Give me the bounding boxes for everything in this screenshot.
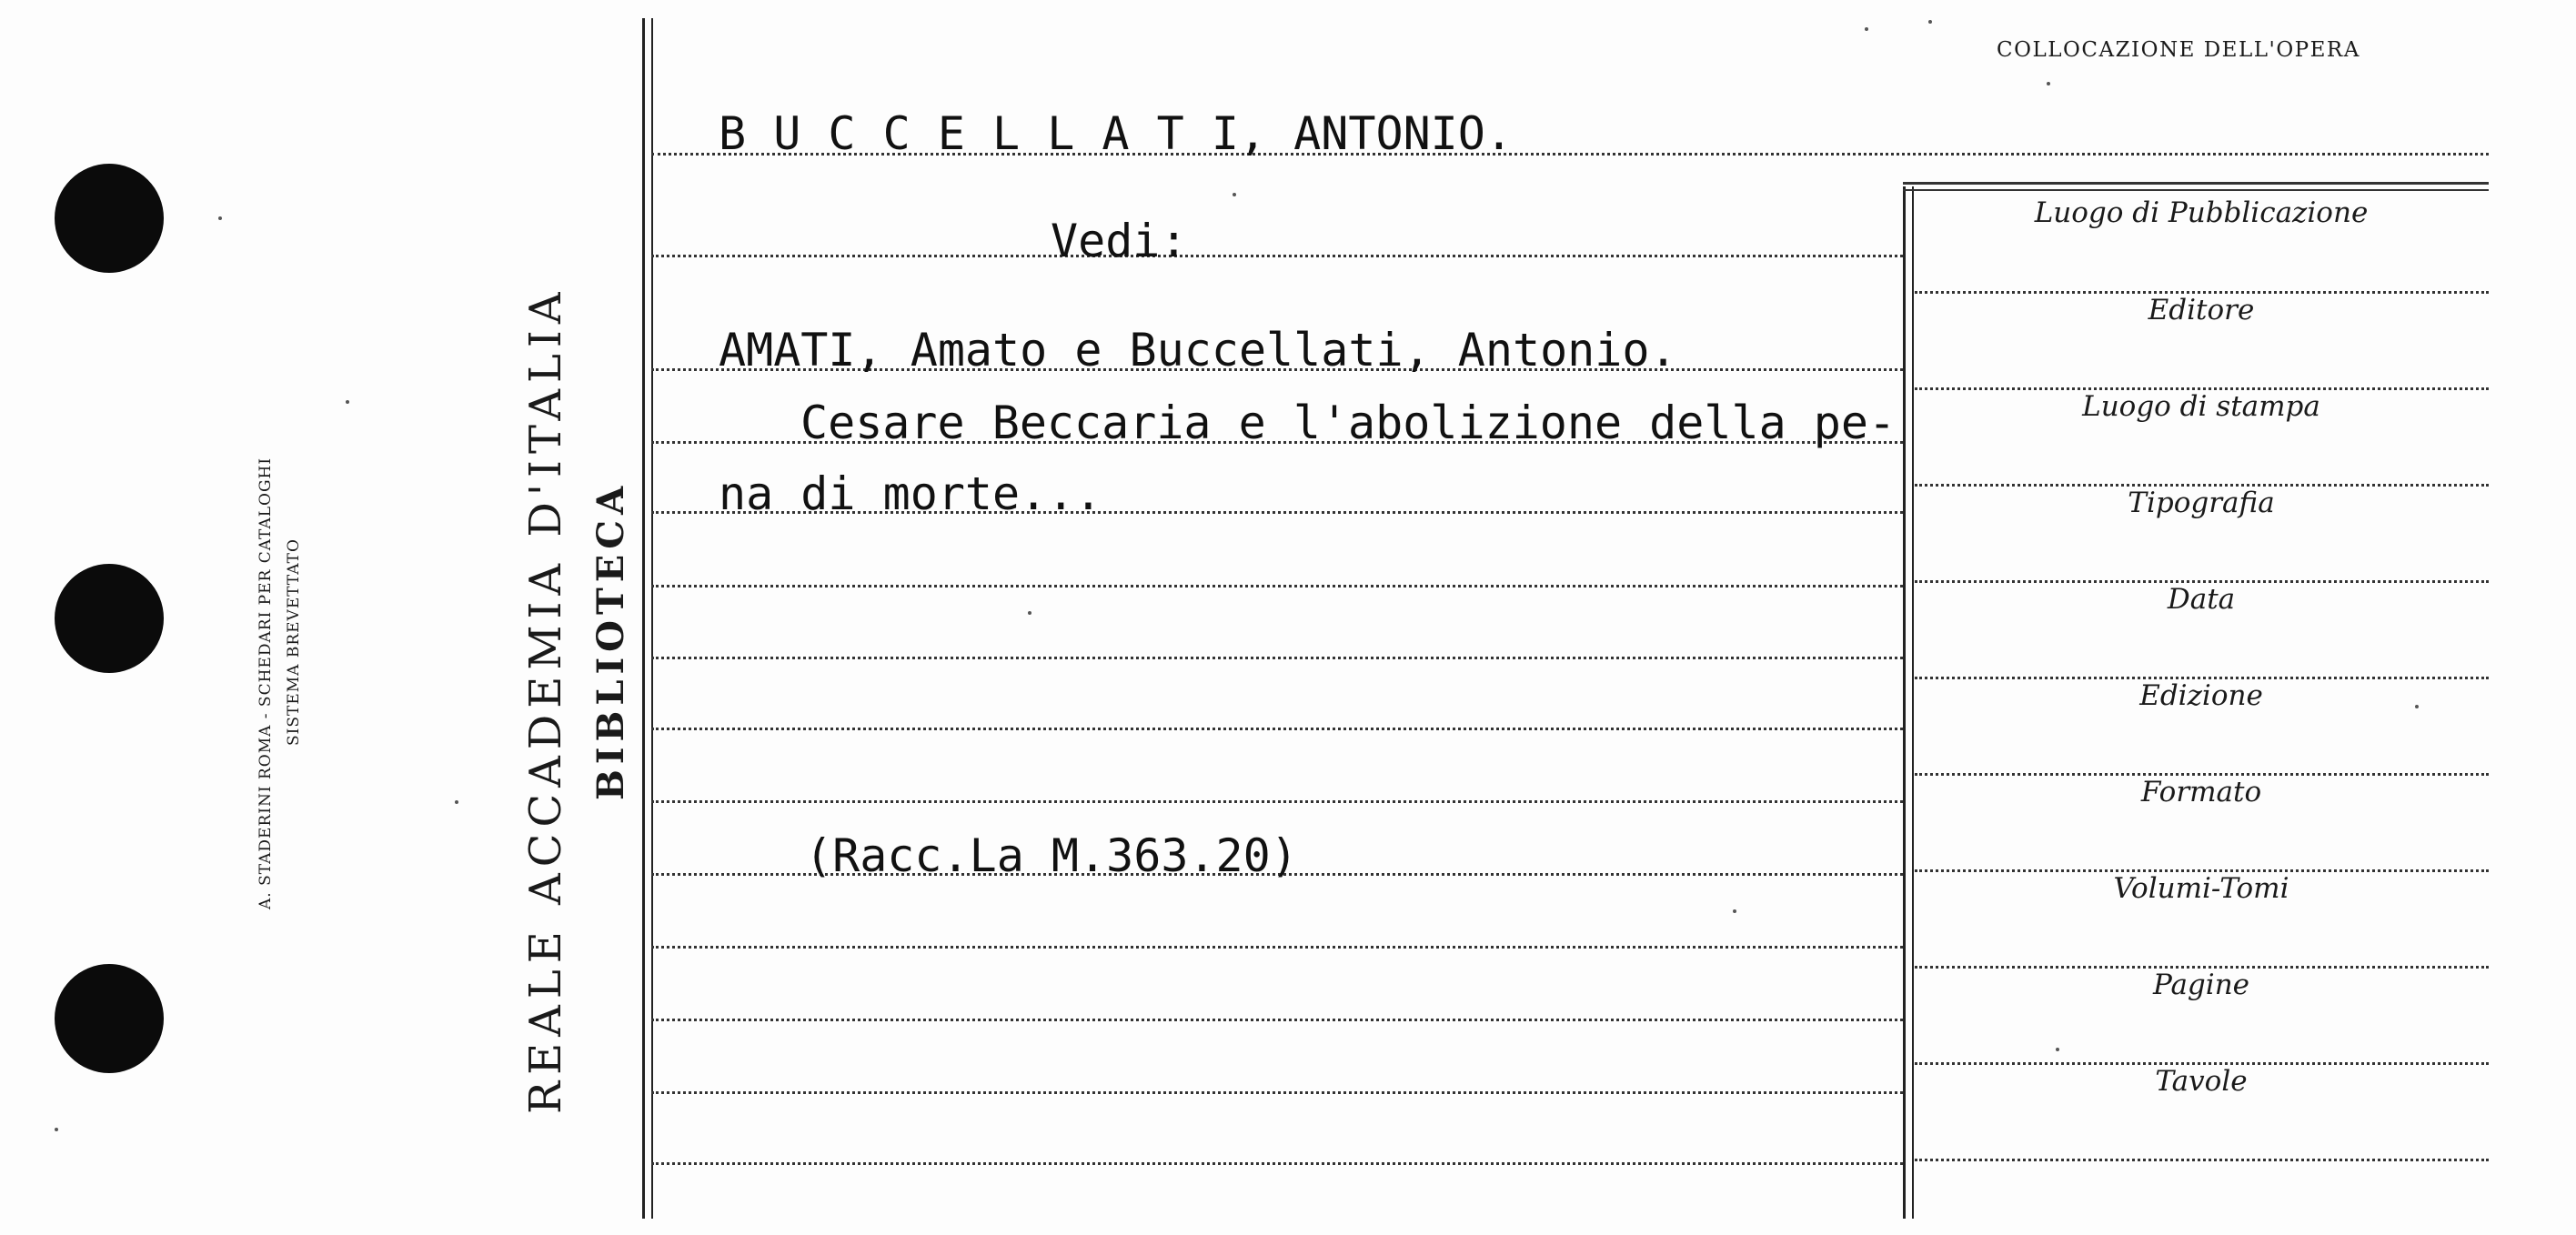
cross-reference-authors: AMATI, Amato e Buccellati, Antonio. bbox=[719, 324, 1677, 377]
ruled-line bbox=[651, 1162, 1903, 1165]
field-label-editore: Editore bbox=[2148, 294, 2255, 326]
ruled-line bbox=[651, 585, 1903, 587]
library-name: BIBLIOTECA bbox=[589, 480, 632, 800]
scan-speck bbox=[55, 1128, 58, 1131]
field-label-luogo-pubblicazione: Luogo di Pubblicazione bbox=[2034, 196, 2369, 229]
punch-hole-bottom bbox=[55, 964, 164, 1073]
field-label-data: Data bbox=[2167, 583, 2236, 616]
field-label-pagine: Pagine bbox=[2152, 969, 2250, 1001]
scan-speck bbox=[1865, 27, 1868, 31]
field-label-luogo-stampa: Luogo di stampa bbox=[2082, 390, 2320, 423]
field-label-formato: Formato bbox=[2140, 776, 2262, 808]
ruled-line bbox=[651, 657, 1903, 659]
punch-hole-middle bbox=[55, 564, 164, 673]
shelfmark: (Racc.La M.363.20) bbox=[805, 829, 1298, 882]
field-separator bbox=[1915, 1159, 2489, 1161]
field-label-volumi-tomi: Volumi-Tomi bbox=[2113, 872, 2289, 905]
entry-heading: B U C C E L L A T I, ANTONIO. bbox=[719, 107, 1513, 160]
scan-speck bbox=[1733, 909, 1736, 913]
see-reference: Vedi: bbox=[1051, 215, 1188, 267]
scan-speck bbox=[1028, 611, 1031, 615]
collocation-header: COLLOCAZIONE DELL'OPERA bbox=[1997, 38, 2360, 62]
scan-speck bbox=[455, 800, 458, 804]
field-label-tavole: Tavole bbox=[2155, 1065, 2248, 1098]
scan-speck bbox=[1928, 20, 1932, 24]
ruled-line bbox=[651, 946, 1903, 949]
field-box-top-border bbox=[1903, 182, 2489, 185]
field-label-edizione: Edizione bbox=[2139, 679, 2263, 712]
field-column-rule bbox=[1903, 186, 1906, 1219]
punch-hole-top bbox=[55, 164, 164, 273]
ruled-line bbox=[651, 800, 1903, 803]
scan-speck bbox=[2047, 82, 2050, 85]
institution-name: REALE ACCADEMIA D'ITALIA bbox=[520, 286, 571, 1114]
field-box-top-border-inner bbox=[1903, 189, 2489, 191]
printer-imprint-line2: SISTEMA BREVETTATO bbox=[285, 538, 303, 746]
printer-imprint-line1: A. STADERINI ROMA - SCHEDARI PER CATALOGHI bbox=[257, 457, 275, 909]
ruled-line bbox=[651, 728, 1903, 730]
ruled-line bbox=[651, 1091, 1903, 1094]
scan-speck bbox=[2056, 1048, 2059, 1051]
field-label-tipografia: Tipografia bbox=[2128, 487, 2275, 519]
left-margin-rule bbox=[642, 18, 645, 1219]
left-margin-rule-inner bbox=[651, 18, 653, 1219]
cross-reference-title-line2: na di morte... bbox=[719, 467, 1102, 520]
cross-reference-title-line1: Cesare Beccaria e l'abolizione della pe- bbox=[800, 397, 1897, 449]
ruled-line bbox=[651, 1019, 1903, 1021]
scan-speck bbox=[346, 400, 349, 404]
scan-speck bbox=[2415, 705, 2419, 708]
ruled-line bbox=[651, 255, 1903, 257]
scan-speck bbox=[218, 216, 222, 220]
scan-speck bbox=[1233, 193, 1236, 196]
